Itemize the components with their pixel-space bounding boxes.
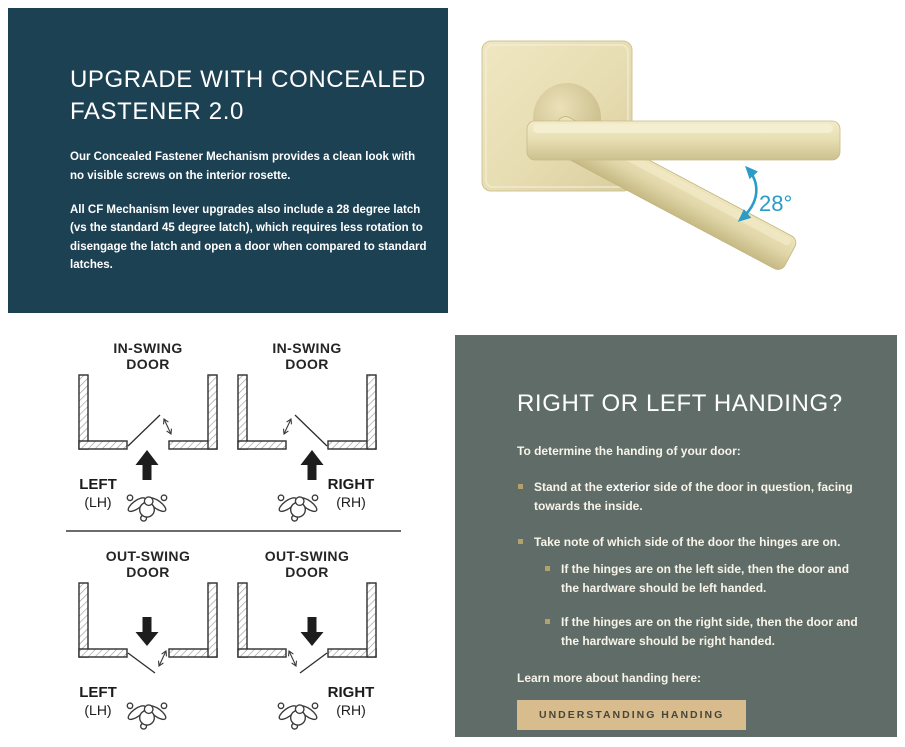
door-line (295, 415, 327, 446)
bullet-text (534, 478, 865, 516)
sub-bullet-text: If the hinges are on the right side, then the door and the hardware should be right handed. (561, 614, 858, 648)
cf-paragraph-2: All CF Mechanism lever upgrades also include a 28 degree latch (vs the standard 45 degree latch), which requires less rotation to disengage the latch and open a door when compared to standard latches. (70, 203, 427, 272)
angle-label: 28° (759, 191, 793, 216)
bullet-item (517, 533, 865, 552)
direction-arrow-down (136, 617, 159, 646)
hand-abbr: (LH) (84, 702, 112, 718)
lever-horizontal (527, 121, 840, 160)
cf-paragraph-1: Our Concealed Fastener Mechanism provides a clean look with no visible screws on the interior rosette. (70, 151, 416, 182)
concealed-fastener-panel (8, 8, 448, 313)
hand-abbr: (LH) (84, 494, 112, 510)
bullet-square-icon (545, 566, 550, 571)
wall (79, 441, 127, 449)
handing-diagrams (8, 335, 448, 737)
wall (238, 441, 286, 449)
wall (208, 583, 217, 657)
diagram-title: IN-SWING (272, 340, 342, 356)
outswing-left-diagram (79, 548, 217, 729)
handing-diagram-svg (8, 335, 448, 737)
handing-panel-title: RIGHT OR LEFT HANDING? (517, 390, 843, 417)
outswing-right-diagram (238, 548, 376, 729)
wall (208, 375, 217, 449)
diagram-title: DOOR (285, 356, 329, 372)
inswing-right-diagram (238, 340, 376, 521)
direction-arrow-up (301, 450, 324, 480)
person-top-view-icon (277, 703, 319, 729)
door-line (300, 653, 327, 673)
lever-figure-panel (455, 8, 897, 313)
diagram-title: DOOR (126, 564, 170, 580)
wall (79, 649, 127, 657)
learn-more-text: Learn more about handing here: (517, 670, 702, 685)
door-line (128, 415, 160, 446)
hand-abbr: (RH) (336, 494, 366, 510)
door-line (128, 653, 155, 673)
swing-arrow (289, 651, 296, 666)
diagram-title: OUT-SWING (264, 548, 350, 564)
bullet-square-icon (518, 539, 523, 544)
wall (238, 649, 286, 657)
sub-bullet-text: If the hinges are on the left side, then the door and the hardware should be left handed. (561, 562, 850, 596)
bullet-square-icon (518, 484, 523, 489)
bullet-square-icon (545, 619, 550, 624)
hand-label: RIGHT (327, 476, 375, 493)
swing-arrow (164, 419, 171, 434)
wall (79, 375, 88, 449)
direction-arrow-down (301, 617, 324, 646)
wall (238, 583, 247, 657)
hand-abbr: (RH) (336, 702, 366, 718)
hand-label: LEFT (79, 684, 117, 701)
lever-product-image (455, 8, 897, 313)
swing-arrow (159, 651, 166, 666)
wall (367, 583, 376, 657)
inswing-left-diagram (79, 340, 217, 521)
understanding-handing-button[interactable]: UNDERSTANDING HANDING (517, 700, 746, 730)
bullet-text-bold: exterior (606, 479, 651, 494)
hand-label: LEFT (79, 476, 117, 493)
sub-bullet-item (544, 560, 865, 598)
bullet-item (517, 478, 865, 516)
cf-panel-title: UPGRADE WITH CONCEALED FASTENER 2.0 (70, 66, 426, 125)
diagram-title: DOOR (285, 564, 329, 580)
wall (79, 583, 88, 657)
handing-intro: To determine the handing of your door: (517, 443, 741, 458)
swing-arrow (284, 419, 291, 434)
handing-panel (455, 335, 897, 737)
person-top-view-icon (126, 703, 168, 729)
bullet-text-pre: Stand at the (534, 479, 607, 494)
wall (367, 375, 376, 449)
diagram-title: DOOR (126, 356, 170, 372)
person-top-view-icon (126, 495, 168, 521)
direction-arrow-up (136, 450, 159, 480)
wall (238, 375, 247, 449)
hand-label: RIGHT (327, 684, 375, 701)
diagram-title: OUT-SWING (105, 548, 191, 564)
bullet-text-post: side of the door in question, facing towards the inside. (534, 479, 853, 513)
diagram-title: IN-SWING (113, 340, 183, 356)
person-top-view-icon (277, 495, 319, 521)
sub-bullet-list (544, 560, 865, 651)
sub-bullet-item (544, 613, 865, 651)
bullet-text: Take note of which side of the door the hinges are on. (534, 535, 841, 550)
